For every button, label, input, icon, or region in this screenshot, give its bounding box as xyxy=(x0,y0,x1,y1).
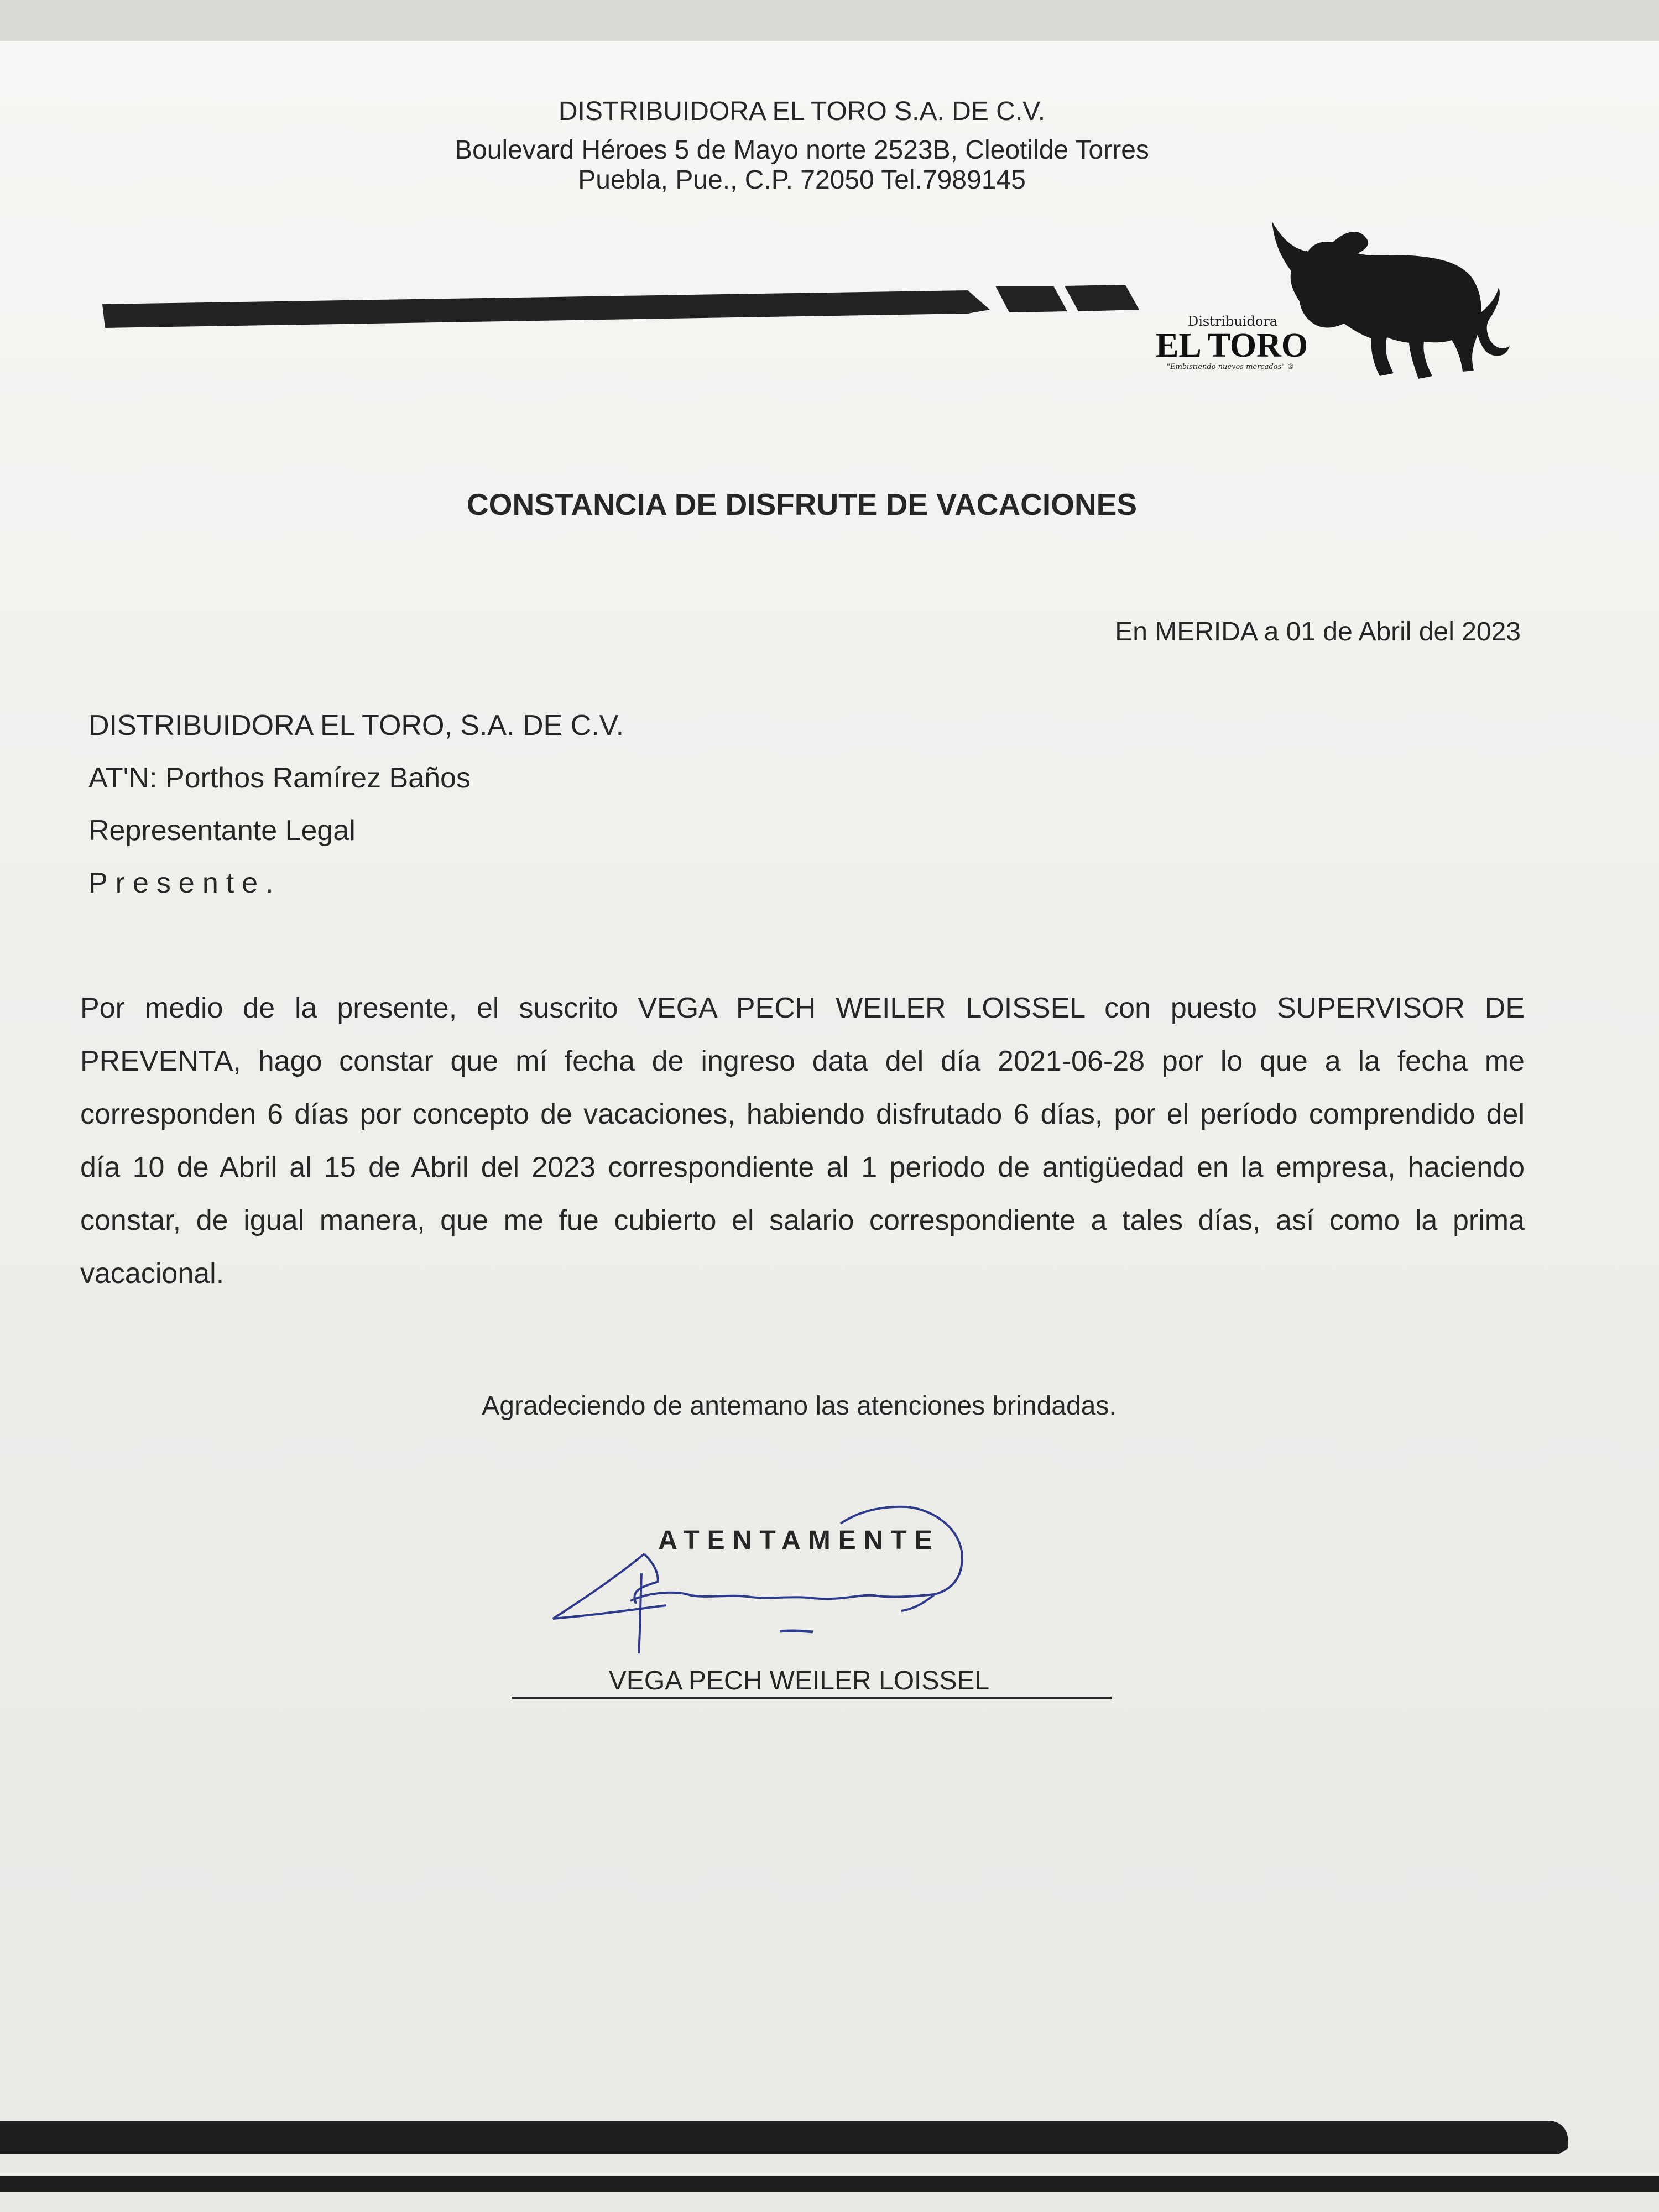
addressee-role: Representante Legal xyxy=(88,815,356,847)
thanks-line: Agradeciendo de antemano las atenciones brindadas. xyxy=(482,1391,1117,1421)
company-logo xyxy=(1150,210,1482,387)
header-bar xyxy=(100,279,1139,332)
addressee-attention: AT'N: Porthos Ramírez Baños xyxy=(88,762,471,794)
sign-off: ATENTAMENTE xyxy=(658,1526,940,1555)
signer-name: VEGA PECH WEILER LOISSEL xyxy=(608,1666,990,1695)
company-address-line2: Puebla, Pue., C.P. 72050 Tel.7989145 xyxy=(578,165,1026,195)
handwritten-signature xyxy=(547,1496,1018,1662)
logo-name: EL TORO xyxy=(1156,327,1308,364)
company-address-line1: Boulevard Héroes 5 de Mayo norte 2523B, Cleotilde Torres xyxy=(455,135,1149,165)
body-paragraph: Por medio de la presente, el suscrito VEGA PECH WEILER LOISSEL con puesto SUPERVISOR DE PREVENTA, hago constar que mí fecha de ingreso data del día 2021-06-28 por lo que a la fecha me corresponden 6 días por concepto de vacaciones, habiendo disfrutado 6 días, por el período comprendido del día 10 de Abril al 15 de Abril del 2023 correspondiente al 1 periodo de antigüedad en la empresa, haciendo constar, de igual manera, que me fue cubierto el salario correspondiente a tales días, así como la prima vacacional. xyxy=(80,992,1525,1290)
logo-slogan: "Embistiendo nuevos mercados" ® xyxy=(1167,363,1295,371)
footer-bars xyxy=(0,2115,1659,2212)
addressee-presente: Presente. xyxy=(88,867,281,899)
company-name: DISTRIBUIDORA EL TORO S.A. DE C.V. xyxy=(558,97,1046,126)
signature-line xyxy=(512,1697,1112,1699)
document-title: CONSTANCIA DE DISFRUTE DE VACACIONES xyxy=(466,487,1138,521)
date-line: En MERIDA a 01 de Abril del 2023 xyxy=(1115,617,1521,646)
logo-small-text: Distribuidora xyxy=(1188,314,1278,329)
addressee-company: DISTRIBUIDORA EL TORO, S.A. DE C.V. xyxy=(88,709,624,742)
